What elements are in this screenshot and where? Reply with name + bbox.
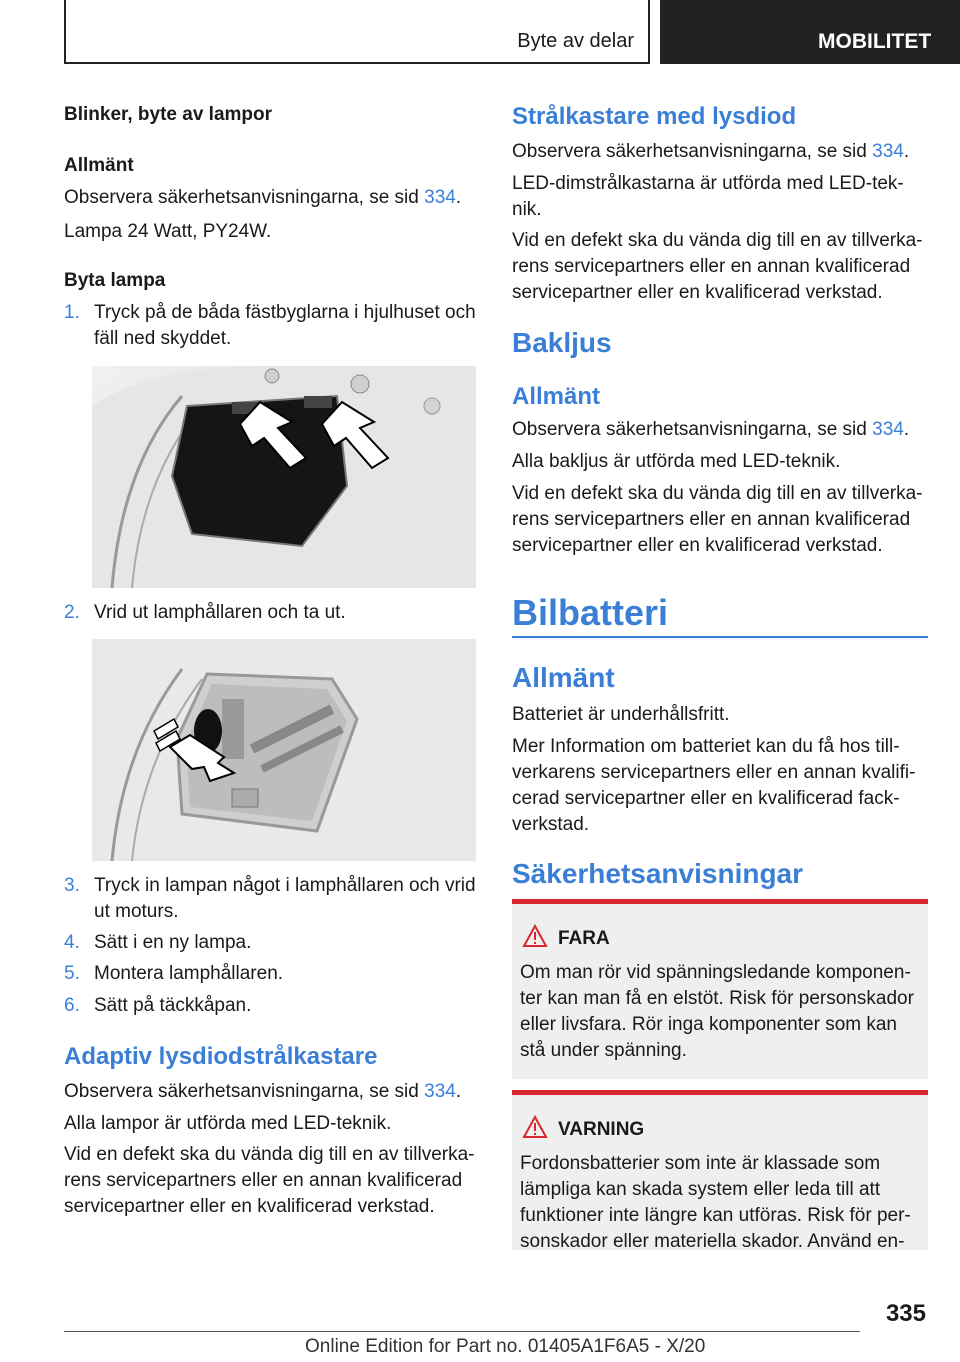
observe-prefix: Observera säkerhetsanvisningarna, se sid	[512, 419, 873, 440]
figure-wheel-cover	[92, 366, 476, 588]
byta-heading: Byta lampa	[64, 270, 166, 291]
varning-box	[512, 1090, 928, 1250]
bil-allmant-heading: Allmänt	[512, 662, 615, 693]
observe-suffix: .	[455, 187, 462, 208]
step-number: 3.	[64, 875, 80, 896]
page-link[interactable]: 334	[424, 187, 456, 208]
bak-allmant-heading: Allmänt	[512, 383, 601, 410]
bak-led: Alla bakljus är utförda med LED-teknik.	[512, 451, 841, 472]
stralkastare-heading: Strålkastare med lysdiod	[512, 103, 797, 130]
step-text: Vrid ut lamphållaren och ta ut.	[94, 602, 346, 623]
blinker-heading: Blinker, byte av lampor	[64, 104, 273, 125]
step-text: Montera lamphållaren.	[94, 963, 284, 984]
section-title: Byte av delar	[517, 30, 634, 52]
step-number: 2.	[64, 602, 80, 623]
observe-suffix: .	[903, 419, 910, 440]
wheel-cover-illustration	[92, 366, 476, 588]
observe-suffix: .	[455, 1081, 462, 1102]
bakljus-heading: Bakljus	[512, 327, 612, 358]
stral-led: LED-dimstrålkastarna är utförda med LED-tek-nik.	[512, 173, 904, 220]
step-number: 6.	[64, 995, 80, 1016]
chapter-tab: MOBILITET	[660, 0, 960, 64]
page-link[interactable]: 334	[872, 141, 904, 162]
lamp-info: Lampa 24 Watt, PY24W.	[64, 221, 272, 242]
adaptiv-led: Alla lampor är utförda med LED-teknik.	[64, 1113, 392, 1134]
page-link[interactable]: 334	[424, 1081, 456, 1102]
footer-edition: Online Edition for Part no. 01405A1F6A5 - X/20	[305, 1336, 706, 1357]
figure-lamp-holder	[92, 639, 476, 861]
allmant-heading: Allmänt	[64, 155, 134, 176]
observe-suffix: .	[903, 141, 910, 162]
warning-triangle-icon	[522, 1115, 548, 1144]
step-number: 4.	[64, 932, 80, 953]
bil-underhall: Batteriet är underhållsfritt.	[512, 704, 730, 725]
step-text: Tryck in lampan något i lamphållaren och vrid ut moturs.	[94, 875, 476, 922]
bak-observe	[512, 417, 928, 443]
warning-triangle-icon	[522, 924, 548, 953]
adaptiv-defect: Vid en defekt ska du vända dig till en av tillverka-rens servicepartners eller en annan kvalificerad servicepartner eller en kvalificerad verkstad.	[64, 1144, 475, 1217]
step-text: Sätt på täckkåpan.	[94, 995, 252, 1016]
fara-text: Om man rör vid spänningsledande komponen-ter kan man få en elstöt. Risk för personskador eller livsfara. Rör inga komponenter som kan stå under spänning.	[520, 962, 914, 1061]
bil-info: Mer Information om batteriet kan du få hos till-verkarens servicepartners eller en annan kvalifi-cerad servicepartner eller en kvalificerad fack-verkstad.	[512, 736, 916, 835]
step-number: 5.	[64, 963, 80, 984]
step-number: 1.	[64, 302, 80, 323]
observe-prefix: Observera säkerhetsanvisningarna, se sid	[64, 187, 425, 208]
observe-text	[64, 185, 478, 211]
bilbatteri-rule	[512, 636, 928, 638]
page-link[interactable]: 334	[872, 419, 904, 440]
stral-defect: Vid en defekt ska du vända dig till en av tillverka-rens servicepartners eller en annan kvalificerad servicepartner eller en kvalificerad verkstad.	[512, 230, 923, 303]
varning-text: Fordonsbatterier som inte är klassade som lämpliga kan skada system eller leda till att funktioner inte längre kan utföras. Risk för per-sonskador eller materiella skador. Använd en-	[520, 1153, 911, 1252]
fara-box	[512, 899, 928, 1079]
stral-observe	[512, 139, 928, 165]
varning-title: VARNING	[558, 1119, 645, 1140]
lamp-holder-illustration	[92, 639, 476, 861]
bak-defect: Vid en defekt ska du vända dig till en av tillverka-rens servicepartners eller en annan kvalificerad servicepartner eller en kvalificerad verkstad.	[512, 483, 923, 556]
bilbatteri-heading: Bilbatteri	[512, 592, 669, 633]
step-text: Tryck på de båda fästbyglarna i hjulhuset och fäll ned skyddet.	[94, 302, 476, 349]
fara-title: FARA	[558, 928, 610, 949]
adaptiv-observe	[64, 1079, 478, 1105]
observe-prefix: Observera säkerhetsanvisningarna, se sid	[512, 141, 873, 162]
observe-prefix: Observera säkerhetsanvisningarna, se sid	[64, 1081, 425, 1102]
footer-rule	[64, 1331, 860, 1332]
page-number: 335	[885, 1300, 926, 1327]
sakerhet-heading: Säkerhetsanvisningar	[512, 858, 804, 889]
step-text: Sätt i en ny lampa.	[94, 932, 252, 953]
adaptiv-heading: Adaptiv lysdiodstrålkastare	[64, 1043, 378, 1070]
